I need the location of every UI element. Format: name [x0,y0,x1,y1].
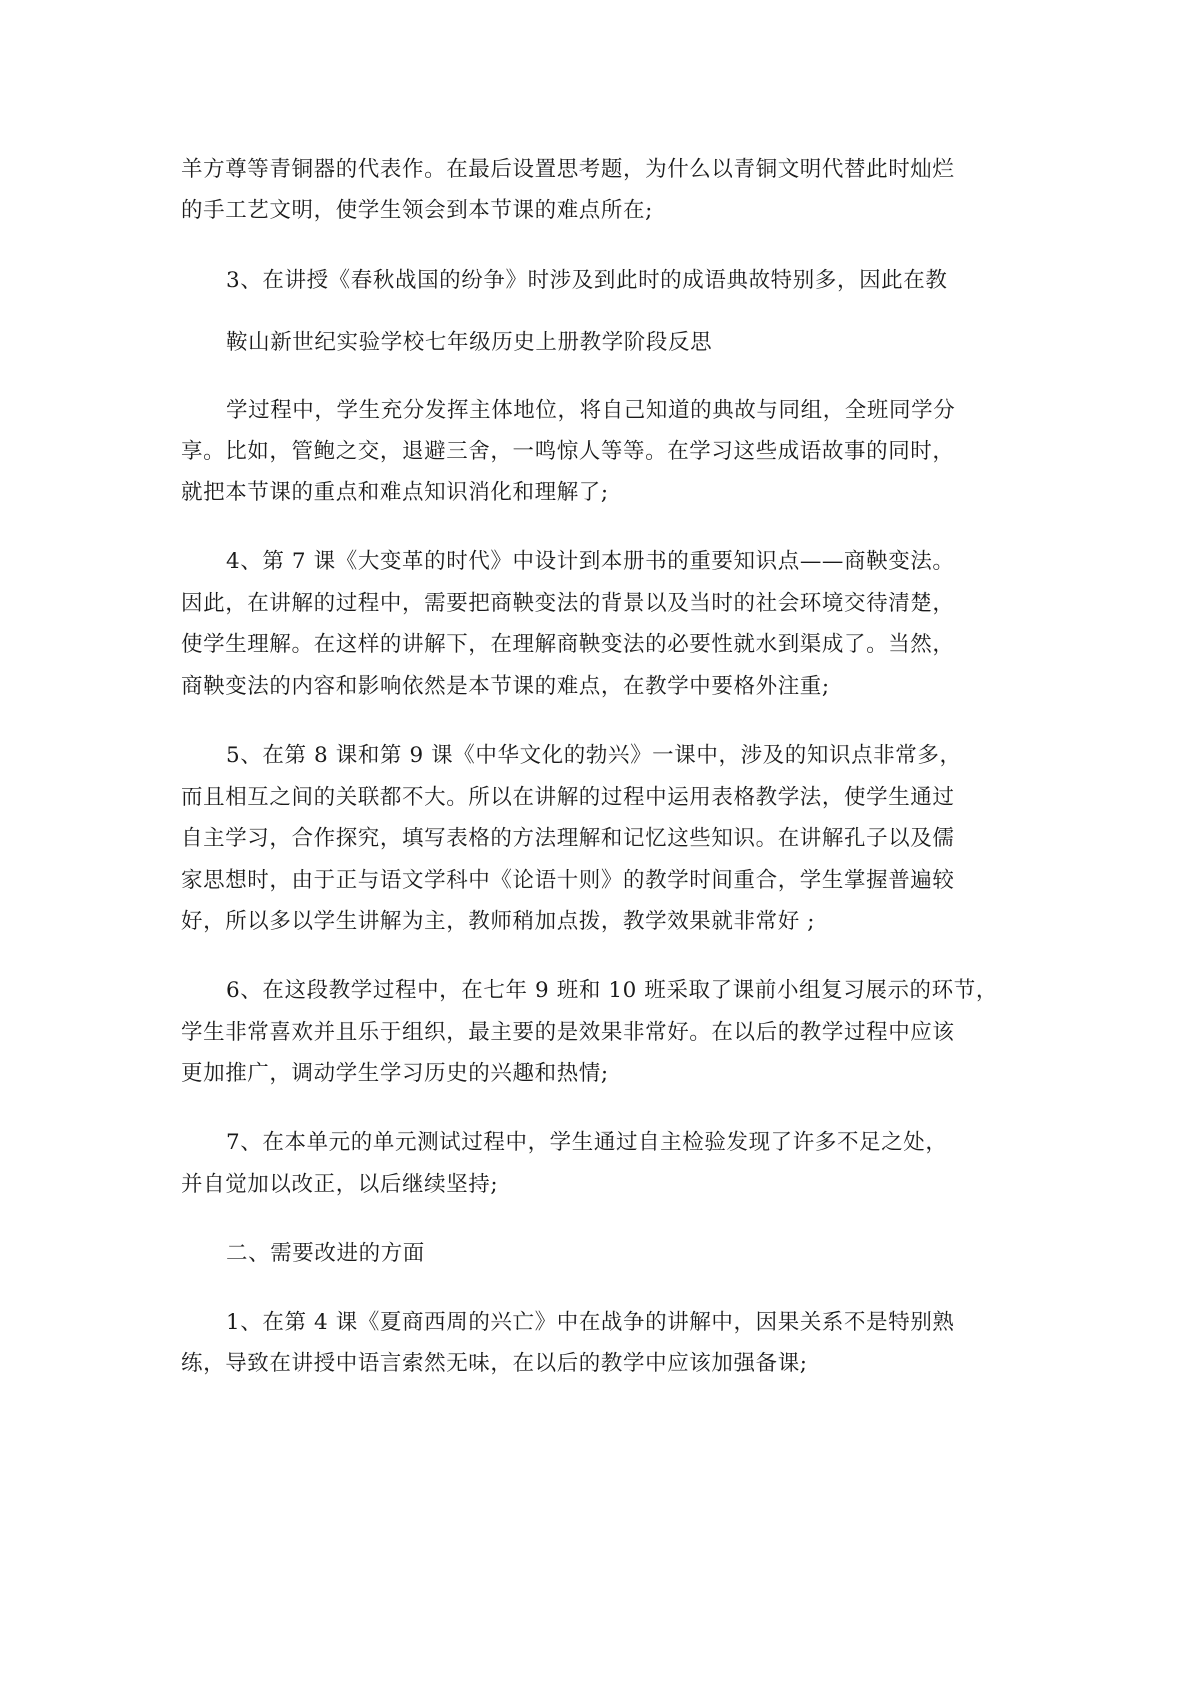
text-line: 好，所以多以学生讲解为主，教师稍加点拨，教学效果就非常好 ; [181,909,816,934]
text-line: 更加推广，调动学生学习历史的兴趣和热情; [181,1061,609,1086]
text-line: 使学生理解。在这样的讲解下，在理解商鞅变法的必要性就水到渠成了。当然， [181,632,955,657]
text-line: 的手工艺文明，使学生领会到本节课的难点所在; [181,198,653,223]
paragraph-7-line: 7、在本单元的单元测试过程中，学生通过自主检验发现了许多不足之处， [226,1130,948,1155]
improvement-1-line: 1、在第 4 课《夏商西周的兴亡》中在战争的讲解中，因果关系不是特别熟 [226,1310,955,1335]
text-line: 学生非常喜欢并且乐于组织，最主要的是效果非常好。在以后的教学过程中应该 [181,1020,955,1045]
text-line: 学过程中，学生充分发挥主体地位，将自己知道的典故与同组，全班同学分 [226,398,956,423]
text-line: 羊方尊等青铜器的代表作。在最后设置思考题，为什么以青铜文明代替此时灿烂 [181,157,955,182]
text-line: 练，导致在讲授中语言索然无味，在以后的教学中应该加强备课; [181,1351,808,1376]
paragraph-5-line: 5、在第 8 课和第 9 课《中华文化的勃兴》一课中，涉及的知识点非常多， [226,743,962,768]
text-line: 享。比如，管鲍之交，退避三舍，一鸣惊人等等。在学习这些成语故事的同时， [181,439,955,464]
text-line: 商鞅变法的内容和影响依然是本节课的难点，在教学中要格外注重; [181,674,830,699]
paragraph-4-line: 4、第 7 课《大变革的时代》中设计到本册书的重要知识点——商鞅变法。 [226,549,955,574]
text-line: 而且相互之间的关联都不大。所以在讲解的过程中运用表格教学法，使学生通过 [181,785,955,810]
page-header-title: 鞍山新世纪实验学校七年级历史上册教学阶段反思 [226,330,713,355]
text-line: 因此，在讲解的过程中，需要把商鞅变法的背景以及当时的社会环境交待清楚， [181,591,955,616]
text-line: 就把本节课的重点和难点知识消化和理解了; [181,480,609,505]
text-line: 自主学习，合作探究，填写表格的方法理解和记忆这些知识。在讲解孔子以及儒 [181,826,955,851]
section-heading: 二、需要改进的方面 [226,1241,425,1266]
text-line: 并自觉加以改正，以后继续坚持; [181,1172,499,1197]
paragraph-3-line: 3、在讲授《春秋战国的纷争》时涉及到此时的成语典故特别多，因此在教 [226,268,948,293]
text-line: 家思想时，由于正与语文学科中《论语十则》的教学时间重合，学生掌握普遍较 [181,868,955,893]
paragraph-6-line: 6、在这段教学过程中，在七年 9 班和 10 班采取了课前小组复习展示的环节， [226,978,998,1003]
